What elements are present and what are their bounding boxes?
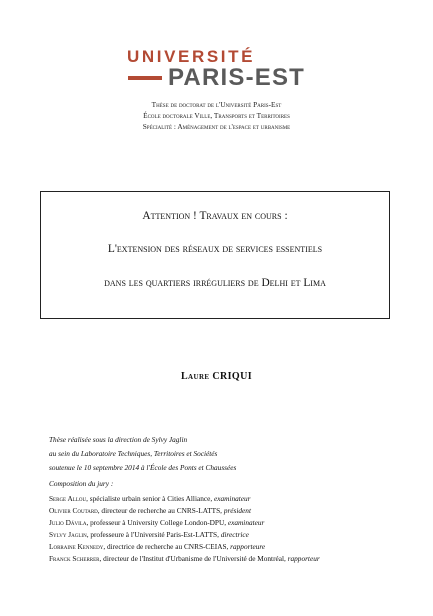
- logo-paris-est-text: PARIS-EST: [168, 64, 306, 91]
- jury-member: Olivier Coutard, directeur de recherche au CNRS-LATTS, président: [49, 506, 251, 515]
- jury-heading: Composition du jury :: [49, 479, 114, 488]
- doctoral-school: École doctorale Ville, Transports et Territoires: [143, 111, 290, 120]
- title-line-3: dans les quartiers irréguliers de Delhi et Lima: [104, 277, 326, 289]
- title-line-2: L'extension des réseaux de services essentiels: [107, 243, 323, 255]
- thesis-type: Thèse de doctorat de l'Université Paris-Est: [151, 100, 282, 109]
- thesis-direction: Thèse réalisée sous la direction de Sylvy Jaglin: [49, 435, 188, 444]
- jury-member: Serge Allou, spécialiste urbain senior à Cities Alliance, examinateur: [49, 494, 251, 503]
- author-name: Laure CRIQUI: [180, 371, 253, 382]
- thesis-laboratory: au sein du Laboratoire Techniques, Territoires et Sociétés: [49, 449, 218, 458]
- title-line-1: Attention ! Travaux en cours :: [142, 210, 288, 222]
- title-box: [40, 191, 390, 319]
- thesis-defense: soutenue le 10 septembre 2014 à l'École des Ponts et Chaussées: [49, 463, 237, 472]
- universite-paris-est-logo: [0, 0, 433, 100]
- jury-member: Sylvy Jaglin, professeure à l'Université Paris-Est-LATTS, directrice: [49, 530, 249, 539]
- jury-member: Julio Dávila, professeur à University College London-DPU, examinateur: [49, 518, 265, 527]
- logo-universite-text: UNIVERSITÉ: [127, 47, 256, 66]
- jury-member: Lorraine Kennedy, directrice de recherche au CNRS-CEIAS, rapporteure: [49, 542, 266, 551]
- logo-accent-bar: [128, 76, 162, 80]
- jury-member: Franck Scherrer, directeur de l'Institut d'Urbanisme de l'Université de Montréal, rapporteur: [49, 554, 320, 563]
- speciality: Spécialité : Aménagement de l'espace et urbanisme: [142, 122, 291, 131]
